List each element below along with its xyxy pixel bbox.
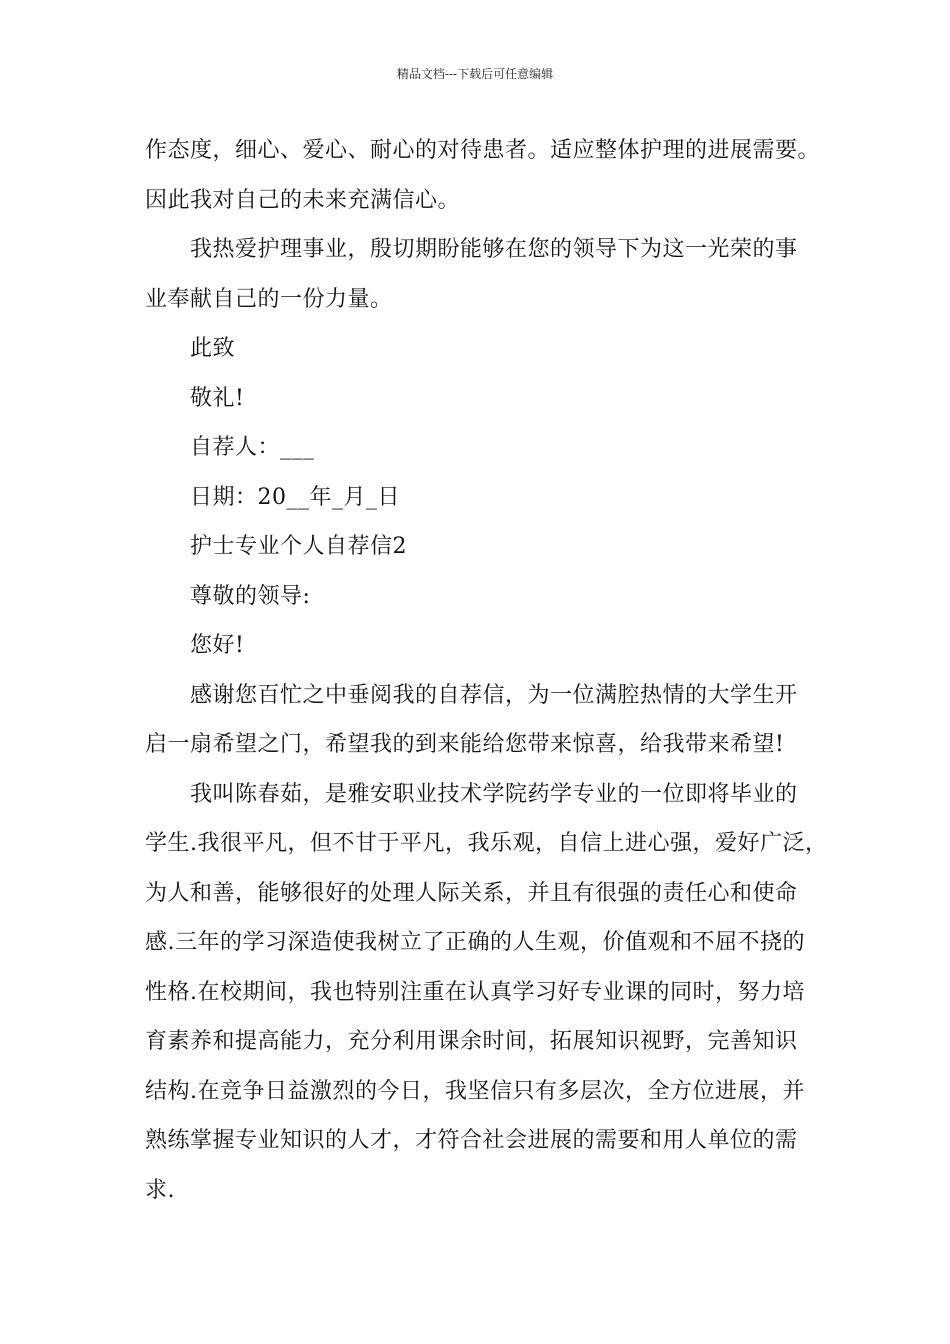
text-line: 熟练掌握专业知识的人才，才符合社会进展的需要和用人单位的需 [145, 1128, 798, 1153]
text-line: 作态度，细心、爱心、耐心的对待患者。适应整体护理的进展需要。 [145, 138, 821, 163]
text-line: 育素养和提高能力，充分利用课余时间，拓展知识视野，完善知识 [145, 1029, 798, 1054]
text-line: 我热爱护理事业，殷切期盼能够在您的领导下为这一光荣的事 [190, 237, 798, 262]
greeting-line: 您好! [190, 633, 245, 658]
text-line: 启一扇希望之门，希望我的到来能给您带来惊喜，给我带来希望! [145, 732, 785, 757]
text-line: 结构.在竞争日益激烈的今日，我坚信只有多层次，全方位进展，并 [145, 1078, 805, 1104]
text-line: 求. [145, 1177, 175, 1203]
text-line: 为人和善，能够很好的处理人际关系，并且有很强的责任心和使命 [145, 880, 798, 906]
text-line: 因此我对自己的未来充满信心。 [145, 187, 461, 213]
section-title: 护士专业个人自荐信2 [190, 534, 407, 559]
text-line: 感谢您百忙之中垂阅我的自荐信，为一位满腔热情的大学生开 [190, 682, 798, 708]
page-header: 精品文档---下载后可任意编辑 [396, 67, 554, 81]
signature-line: 自荐人：___ [190, 435, 315, 460]
greeting-line: 尊敬的领导: [190, 583, 311, 609]
closing-salutation: 此致 [190, 336, 236, 361]
date-line: 日期：20__年_月_日 [190, 484, 400, 510]
text-line: 性格.在校期间，我也特别注重在认真学习好专业课的同时，努力培 [145, 979, 805, 1005]
text-line: 学生.我很平凡，但不甘于平凡，我乐观，自信上进心强，爱好广泛， [145, 831, 828, 856]
text-line: 感.三年的学习深造使我树立了正确的人生观，价值观和不屈不挠的 [145, 930, 805, 955]
text-line: 业奉献自己的一份力量。 [145, 286, 393, 312]
text-line: 我叫陈春茹，是雅安职业技术学院药学专业的一位即将毕业的 [190, 781, 798, 807]
closing-regards: 敬礼! [190, 385, 245, 411]
document-body [145, 126, 828, 1215]
